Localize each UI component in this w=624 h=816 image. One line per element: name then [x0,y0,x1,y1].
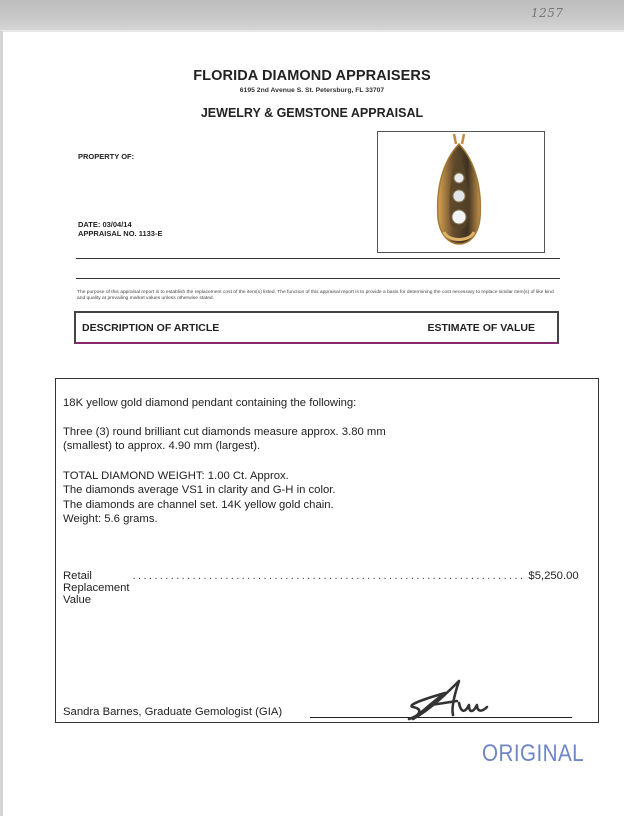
value-label: Retail Replacement Value [63,570,130,606]
article-intro: 18K yellow gold diamond pendant containing the following: [63,397,357,409]
original-stamp: ORIGINAL [482,740,585,767]
dot-leader: ........................................................................ [132,570,526,582]
value-amount: $5,250.00 [528,570,579,582]
description-of-article-heading: DESCRIPTION OF ARTICLE [82,322,220,334]
appraisal-number-label: APPRAISAL NO. 1133-E [78,229,163,238]
description-header-box [74,311,559,344]
pendant-image-icon [378,132,544,252]
blank-line-1 [76,258,560,259]
item-weight: Weight: 5.6 grams. [63,513,158,525]
pendant-photo [377,131,545,253]
document-title: JEWELRY & GEMSTONE APPRAISAL [200,106,424,120]
blank-line-2 [76,278,560,279]
diamonds-description-line-1: Three (3) round brilliant cut diamonds measure approx. 3.80 mm [63,426,386,438]
diamonds-description-line-2: (smallest) to approx. 4.90 mm (largest). [63,440,261,452]
scan-border-left [0,31,3,816]
appraiser-name: Sandra Barnes, Graduate Gemologist (GIA) [63,706,283,718]
date-label: DATE: 03/04/14 [78,220,132,229]
estimate-of-value-heading: ESTIMATE OF VALUE [427,322,535,334]
setting-description: The diamonds are channel set. 14K yellow gold chain. [63,499,334,511]
purpose-disclaimer: The purpose of this appraisal report is to establish the replacement cost of the item(s) listed. The function of this appraisal report is to provide a basis for determining the cost necessary to replace similar item(s) of like kind and quality at prevailing market values unless otherwise stated. [77,290,554,302]
signature-icon [401,679,501,724]
company-name: FLORIDA DIAMOND APPRAISERS [193,68,431,84]
handwritten-file-number: 1257 [531,6,564,20]
clarity-color: The diamonds average VS1 in clarity and G-H in color. [63,484,336,496]
total-diamond-weight: TOTAL DIAMOND WEIGHT: 1.00 Ct. Approx. [63,470,289,482]
company-address: 6195 2nd Avenue S. St. Petersburg, FL 33707 [239,87,385,94]
property-of-label: PROPERTY OF: [78,152,135,161]
retail-replacement-value-row [63,570,579,606]
article-description-box [55,378,599,723]
